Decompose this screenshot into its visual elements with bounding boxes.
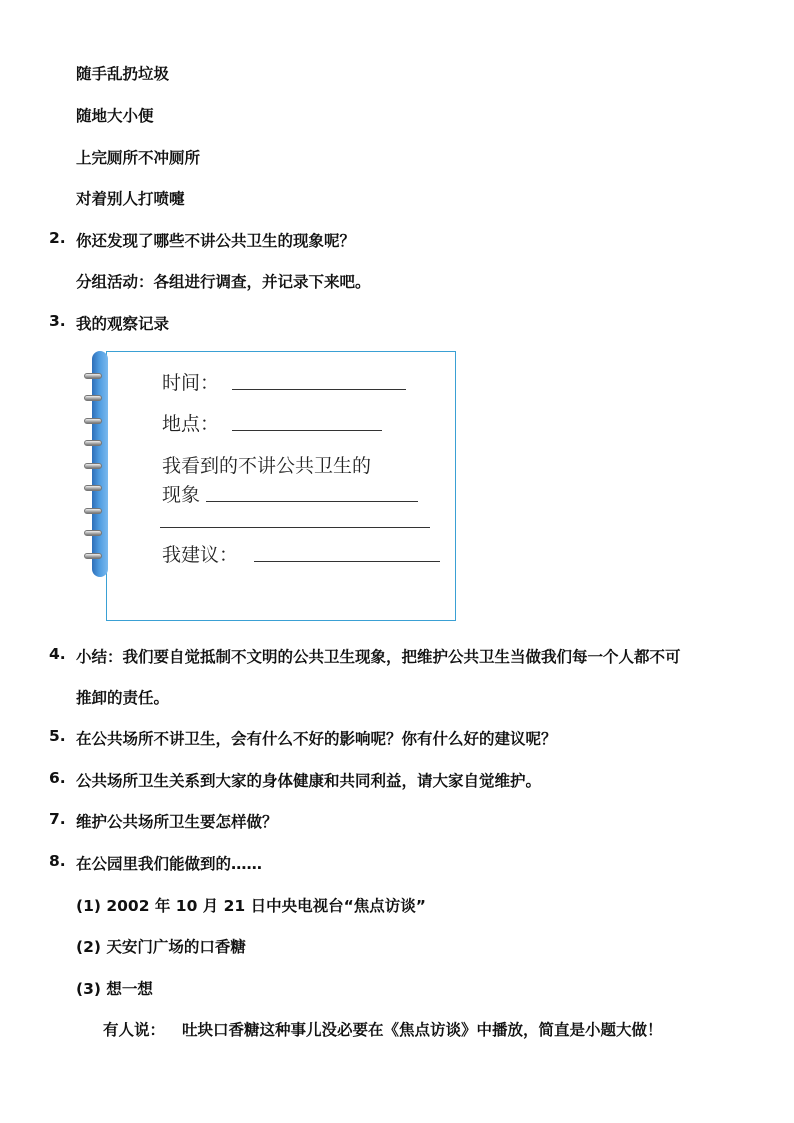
sub-item: (1) 2002 年 10 月 21 日中央电视台“焦点访谈”: [76, 897, 426, 915]
item-number: 2.: [49, 229, 66, 247]
list-item: 对着别人打喷嚏: [76, 190, 185, 208]
ring-icon: [84, 373, 102, 379]
ring-icon: [84, 508, 102, 514]
quote-text: 吐块口香糖这种事儿没必要在《焦点访谈》中播放，简直是小题大做！: [182, 1021, 663, 1039]
item-number: 6.: [49, 769, 66, 787]
sub-item: (3) 想一想: [76, 980, 153, 998]
place-blank: [232, 430, 382, 431]
list-item: 随手乱扔垃圾: [76, 65, 170, 83]
ring-icon: [84, 463, 102, 469]
observation-blank: [206, 501, 418, 502]
list-item: 上完厕所不冲厕所: [76, 149, 201, 167]
statement-text: 公共场所卫生关系到大家的身体健康和共同利益，请大家自觉维护。: [76, 772, 542, 790]
suggestion-blank: [254, 561, 440, 562]
ring-icon: [84, 418, 102, 424]
question-text: 你还发现了哪些不讲公共卫生的现象呢？: [76, 232, 356, 250]
observation-blank-2: [160, 527, 430, 528]
question-text: 我的观察记录: [76, 315, 170, 333]
time-blank: [232, 389, 406, 390]
observation-notebook: [106, 351, 456, 621]
observation-label: 我看到的不讲公共卫生的: [162, 455, 372, 477]
ring-icon: [84, 530, 102, 536]
observation-label-2: 现象: [162, 484, 201, 506]
question-text: 在公共场所不讲卫生，会有什么不好的影响呢？你有什么好的建议呢？: [76, 730, 557, 748]
place-label: 地点：: [162, 413, 220, 435]
suggestion-label: 我建议：: [162, 544, 239, 566]
ring-icon: [84, 485, 102, 491]
question-text: 在公园里我们能做到的……: [76, 855, 263, 873]
quote-label: 有人说：: [103, 1021, 166, 1039]
list-item: 随地大小便: [76, 107, 154, 125]
activity-text: 分组活动：各组进行调查，并记录下来吧。: [76, 273, 371, 291]
item-number: 3.: [49, 312, 66, 330]
ring-icon: [84, 440, 102, 446]
summary-text: 小结：我们要自觉抵制不文明的公共卫生现象，把维护公共卫生当做我们每一个人都不可: [76, 648, 681, 666]
question-text: 维护公共场所卫生要怎样做？: [76, 813, 278, 831]
ring-icon: [84, 553, 102, 559]
time-label: 时间：: [162, 372, 220, 394]
item-number: 5.: [49, 727, 66, 745]
summary-text-2: 推卸的责任。: [76, 689, 170, 707]
item-number: 7.: [49, 810, 66, 828]
item-number: 4.: [49, 645, 66, 663]
ring-icon: [84, 395, 102, 401]
sub-item: (2) 天安门广场的口香糖: [76, 938, 246, 956]
item-number: 8.: [49, 852, 66, 870]
